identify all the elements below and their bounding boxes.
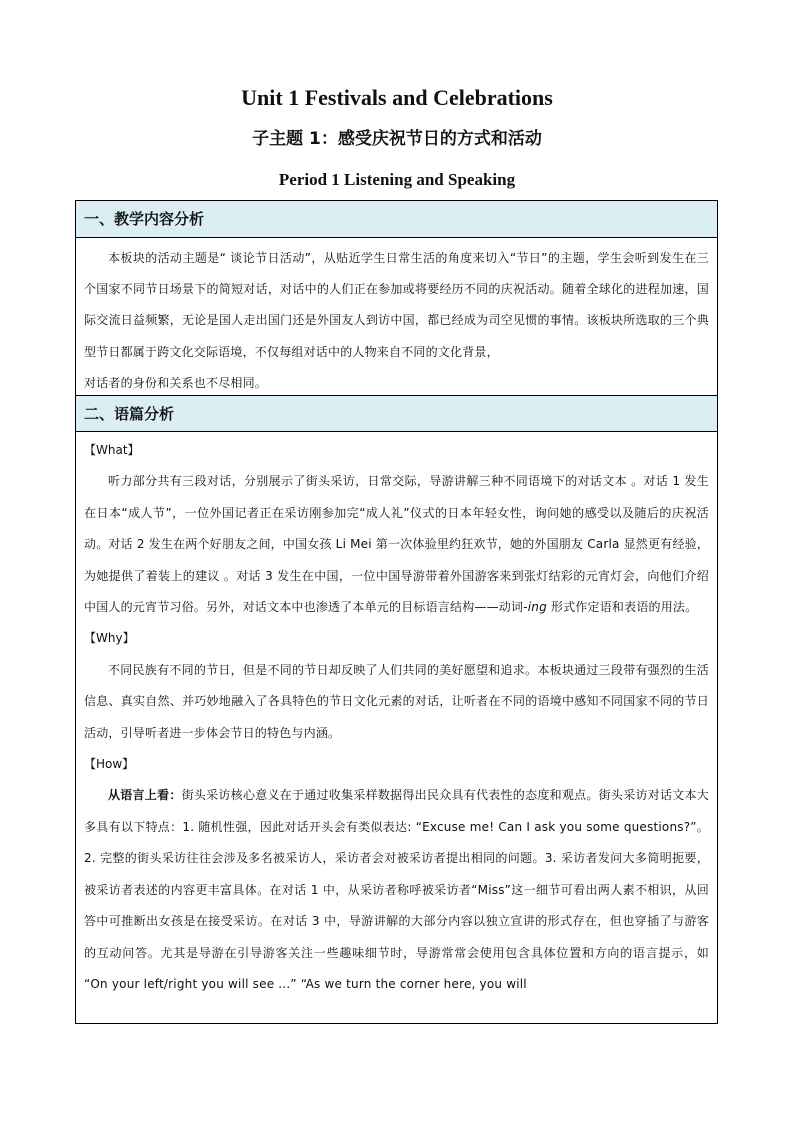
section-heading-discourse-analysis: 二、语篇分析 — [76, 395, 717, 432]
what-label: 【What】 — [84, 443, 140, 457]
content-analysis-paragraph: 本板块的活动主题是“ 谈论节日活动”，从贴近学生日常生活的角度来切入“节日”的主题，学生会听到发生在三个国家不同节日场景下的简短对话，对话中的人们正在参加或将要经历不同的庆祝活动。随着全球化的进程加速，国际交流日益频繁，无论是国人走出国门还是外国友人到访中国，都已经成为司空见惯的事情。该板块所选取的三个典型节日都属于跨文化交际语境，不仅每组对话中的人物来自不同的文化背景， — [84, 251, 709, 359]
how-text: 街头采访核心意义在于通过收集采样数据得出民众具有代表性的态度和观点。街头采访对话文本大多具有以下特点：1. 随机性强，因此对话开头会有类似表达: “Excuse me! Can I ask you some questions?”。2. 完整的街头采访往往会涉及多名被采访人，采访者会对被采访者提出相同的问题。3. 采访者发问大多简明扼要，被采访者表述的内容更丰富具体。在对话 1 中，从采访者称呼被采访者“Miss”这一细节可看出两人素不相识，从回答中可推断出女孩是在接受采访。在对话 3 中，导游讲解的大部分内容以独立宣讲的形式存在，但也穿插了与游客的互动问答。尤其是导游在引导游客关注一些趣味细节时，导游常常会使用包含具体位置和方向的语言提示，如 “On your left/right you will see ...” “As we turn the corner here, you will — [84, 788, 710, 991]
section-body-discourse-analysis — [76, 432, 717, 1000]
why-paragraph: 不同民族有不同的节日，但是不同的节日却反映了人们共同的美好愿望和追求。本板块通过三段带有强烈的生活信息、真实自然、并巧妙地融入了各具特色的节日文化元素的对话，让听者在不同的语境中感知不同国家不同的节日活动，引导听者进一步体会节日的特色与内涵。 — [84, 662, 709, 740]
section-body-content-analysis — [76, 238, 717, 395]
what-text-main: 听力部分共有三段对话，分别展示了街头采访，日常交际，导游讲解三种不同语境下的对话文本 。对话 1 发生在日本“成人节”，一位外国记者正在采访刚参加完“成人礼”仪式的日本年轻女性，询问她的感受以及随后的庆祝活动。对话 2 发生在两个好朋友之间，中国女孩 Li Mei 第一次体验里约狂欢节，她的外国朋友 Carla 显然更有经验，为她提供了着装上的建议 。对话 3 发生在中国，一位中国导游带着外国游客来到张灯结彩的元宵灯会，向他们介绍中国人的元宵节习俗。另外，对话文本中也渗透了本单元的目标语言结构——动词- — [84, 474, 709, 615]
why-label: 【Why】 — [84, 631, 135, 646]
what-text-ing: ing — [527, 600, 547, 615]
how-paragraph — [84, 780, 709, 1000]
lesson-table — [75, 200, 718, 1024]
unit-title: Unit 1 Festivals and Celebrations — [241, 85, 553, 110]
what-paragraph — [84, 466, 709, 623]
how-lead: 从语言上看： — [108, 788, 182, 803]
period-title: Period 1 Listening and Speaking — [278, 170, 516, 189]
how-label: 【How】 — [84, 757, 135, 772]
subtopic-title: 子主题 1：感受庆祝节日的方式和活动 — [252, 129, 542, 149]
section-heading-content-analysis: 一、教学内容分析 — [76, 201, 717, 238]
what-text-end: 形式作定语和表语的用法。 — [546, 600, 698, 615]
content-analysis-last-line: 对话者的身份和关系也不尽相同。 — [84, 375, 268, 390]
